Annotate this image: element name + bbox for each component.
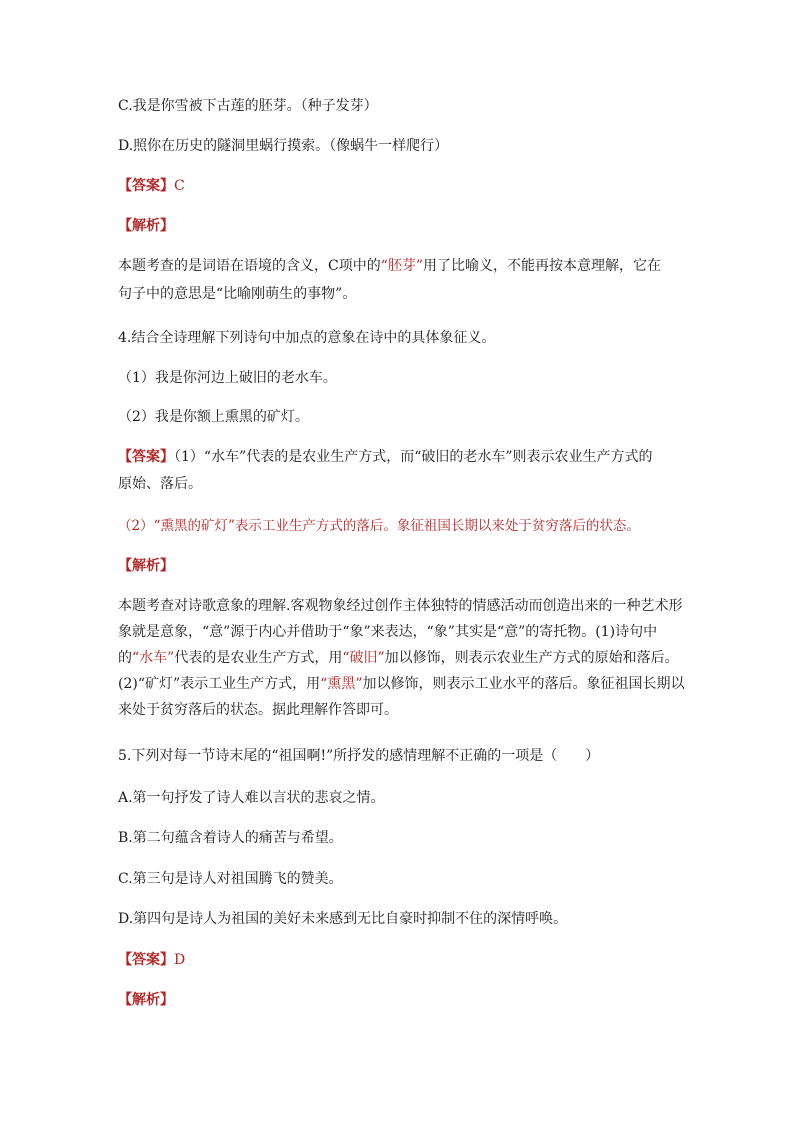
analysis-1-line-1: [118, 256, 661, 276]
answer-line-3: [118, 950, 185, 970]
answer-text: （1）“水车”代表的是农业生产方式，而“破旧的老水车”则表示农业生产方式的: [174, 449, 653, 465]
analysis-2-paragraph: [118, 593, 688, 723]
question-5-option-d: D.第四句是诗人为祖国的美好未来感到无比自豪时抑制不住的深情呼唤。: [118, 911, 568, 927]
analysis-tag: [118, 556, 174, 576]
analysis-tag-label: 【解析】: [118, 558, 174, 574]
analysis-text: 用了比喻义，不能再按本意理解，它在: [423, 258, 662, 274]
answer-value: D: [174, 952, 186, 968]
answer-2-line-3: （2）“熏黑的矿灯”表示工业生产方式的落后。象征祖国长期以来处于贫穷落后的状态。: [118, 518, 640, 534]
analysis-text: 本题考查的是词语在语境的含义，C项中的: [118, 258, 381, 274]
option-c: C.我是你雪被下古莲的胚芽。（种子发芽）: [118, 98, 378, 114]
option-d: D.照你在历史的隧洞里蜗行摸索。（像蜗牛一样爬行）: [118, 138, 449, 154]
analysis-text: 加以修饰，则表示农业生产方式的原始和落后。(2)“矿灯”表示工业生产方式，用: [118, 650, 679, 692]
question-5-option-c: C.第三句是诗人对祖国腾飞的赞美。: [118, 871, 343, 887]
answer-2-line-2: 原始、落后。: [118, 476, 202, 492]
question-4-item-2: （2）我是你额上熏黑的矿灯。: [118, 409, 309, 425]
analysis-tag-label: 【解析】: [118, 992, 174, 1008]
question-5-option-a: A.第一句抒发了诗人难以言状的悲哀之情。: [118, 790, 385, 806]
answer-tag: 【答案】: [118, 952, 174, 968]
question-5: 5.下列对每一节诗末尾的“祖国啊!”所抒发的感情理解不正确的一项是（ ）: [118, 748, 600, 764]
answer-2-line-1: [118, 447, 653, 467]
analysis-tag: [118, 990, 174, 1010]
analysis-1-line-2: 句子中的意思是“比喻刚萌生的事物”。: [118, 286, 357, 302]
answer-line-1: [118, 176, 185, 196]
analysis-quote: “水车”: [132, 650, 175, 666]
question-5-option-b: B.第二句蕴含着诗人的痛苦与希望。: [118, 830, 343, 846]
analysis-text: 本题考查对诗歌意象的理解.客观物象经过创作主体独特的情感活动而创造出来的一种艺术形象就是意象，“意”源于内心并借助于“象”来表达，“象”其实是“意”的寄托物。(1)诗句中的: [118, 598, 683, 666]
analysis-text: 加以修饰，则表示工业水平的落后。象征祖国长期以来处于贫穷落后的状态。据此理解作答即可。: [118, 676, 685, 718]
analysis-text: 代表的是农业生产方式，用: [174, 650, 343, 666]
question-4-item-1: （1）我是你河边上破旧的老水车。: [118, 370, 337, 386]
analysis-quote: “破旧”: [342, 650, 385, 666]
analysis-tag-label: 【解析】: [118, 218, 174, 234]
question-4: 4.结合全诗理解下列诗句中加点的意象在诗中的具体象征义。: [118, 330, 496, 346]
analysis-quote: “熏黑”: [320, 676, 363, 692]
answer-value: C: [174, 178, 185, 194]
analysis-tag: [118, 216, 174, 236]
answer-tag: 【答案】: [118, 178, 174, 194]
analysis-quote: “胚芽”: [380, 258, 424, 274]
answer-tag: 【答案】: [118, 449, 174, 465]
